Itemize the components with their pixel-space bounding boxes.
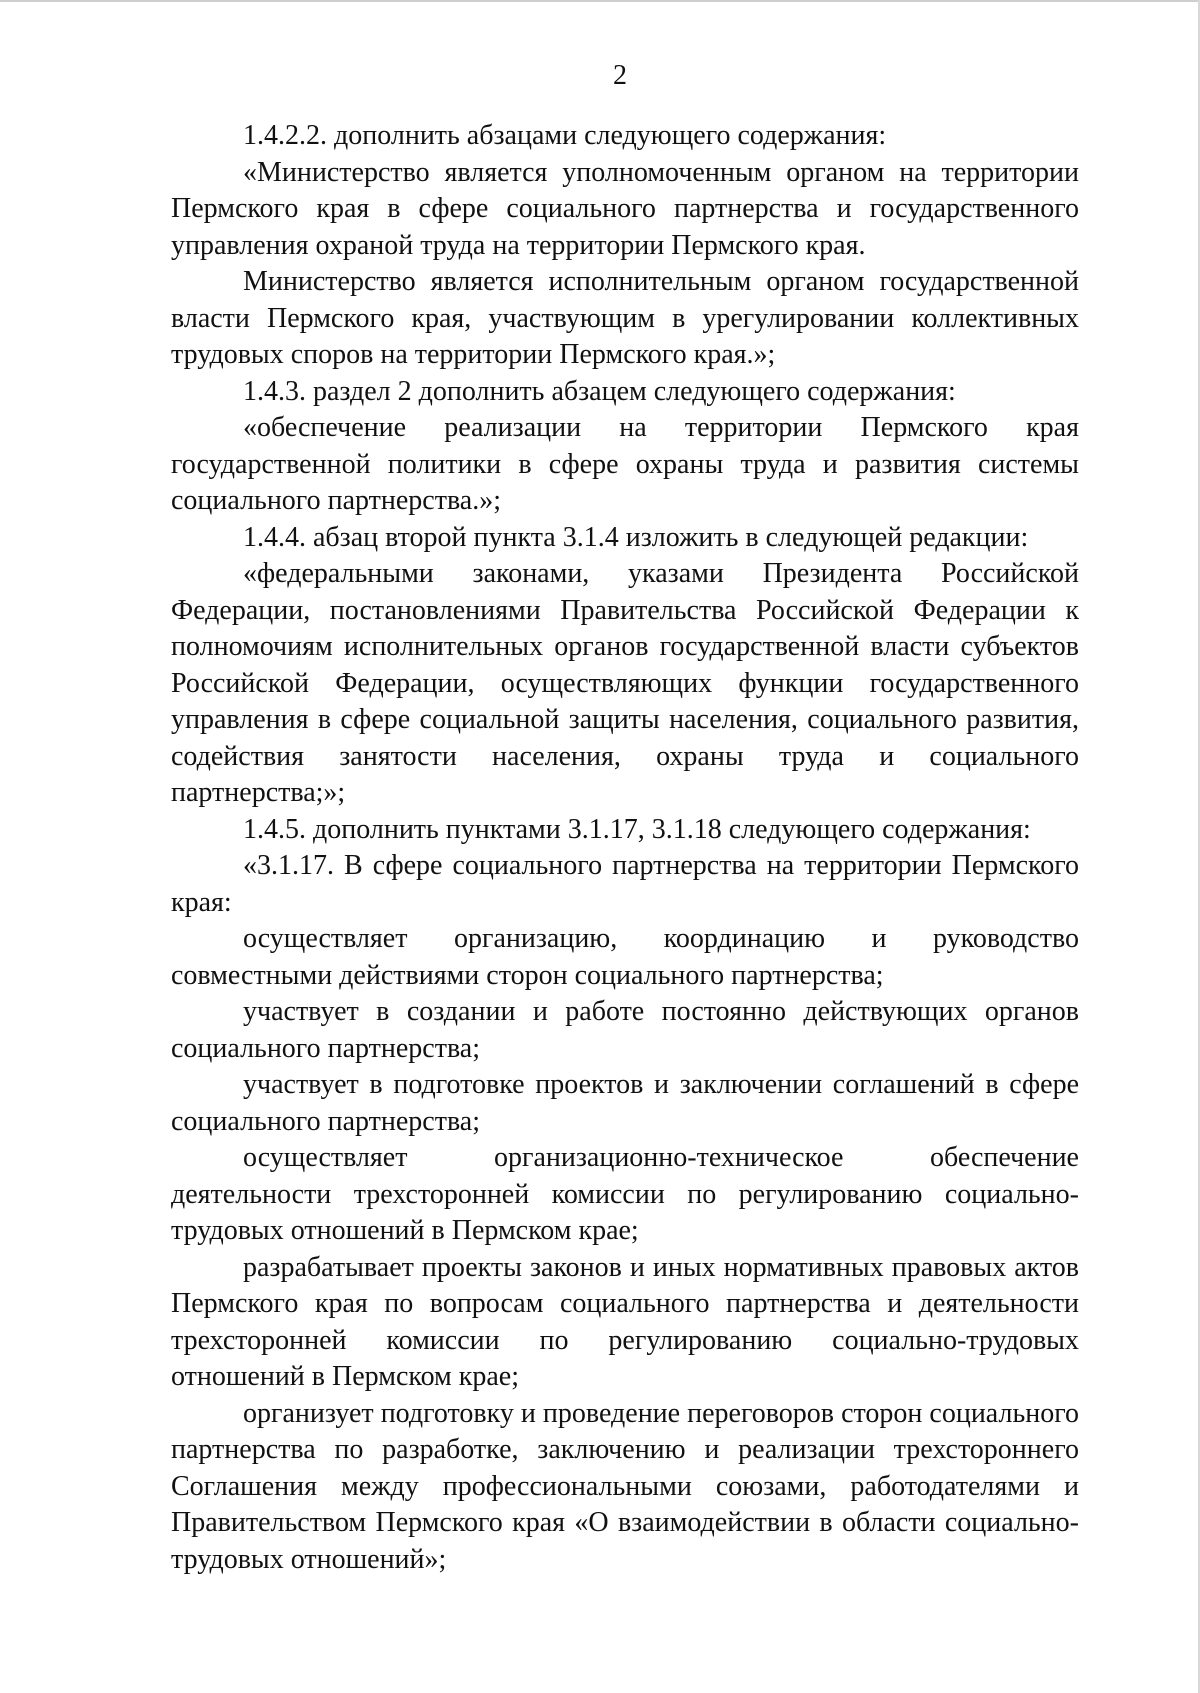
paragraph-participates-agreements: участвует в подготовке проектов и заключении соглашений в сфере социального партнерства; (171, 1069, 1079, 1137)
paragraph-ministry-executive-body: Министерство является исполнительным органом государственной власти Пермского края, участвующим в урегулировании коллективных трудовых споров на территории Пермского края.»; (171, 266, 1079, 370)
paragraph-technical-support: осуществляет организационно-техническое обеспечение деятельности трехсторонней комиссии по регулированию социально-трудовых отношений в Пермском крае; (171, 1142, 1079, 1246)
paragraph-1-4-2-2: 1.4.2.2. дополнить абзацами следующего содержания: (243, 120, 887, 151)
paragraph-participates-bodies: участвует в создании и работе постоянно действующих органов социального партнерства; (171, 996, 1079, 1064)
paragraph-organizes-coordination: осуществляет организацию, координацию и руководство совместными действиями сторон социального партнерства; (171, 923, 1079, 991)
paragraph-ensuring-policy: «обеспечение реализации на территории Пермского края государственной политики в сфере охраны труда и развития системы социального партнерства.»; (171, 412, 1079, 516)
paragraph-1-4-3: 1.4.3. раздел 2 дополнить абзацем следующего содержания: (243, 375, 956, 407)
paragraph-organizes-negotiations: организует подготовку и проведение переговоров сторон социального партнерства по разработке, заключению и реализации трехстороннего Соглашения между профессиональными союзами, работодателями и Правительством Пермского края «О взаимодействии в области социально-трудовых отношений»; (171, 1397, 1079, 1575)
paragraph-1-4-5: 1.4.5. дополнить пунктами 3.1.17, 3.1.18 следующего содержания: (243, 813, 1031, 845)
paragraph-1-4-4: 1.4.4. абзац второй пункта 3.1.4 изложить в следующей редакции: (243, 521, 1029, 553)
scan-edge-top (0, 0, 1200, 2)
paragraph-drafts-laws: разрабатывает проекты законов и иных нормативных правовых актов Пермского края по вопросам социального партнерства и деятельности трехсторонней комиссии по регулированию социально-трудовых отношений в Пермском крае; (171, 1251, 1079, 1392)
paragraph-federal-laws: «федеральными законами, указами Президента Российской Федерации, постановлениями Правительства Российской Федерации к полномочиям исполнительных органов государственной власти субъектов Российской Федерации, осуществляющих функции государственного управления в сфере социальной защиты населения, социального развития, содействия занятости населения, охраны труда и социального партнерства;»; (171, 558, 1079, 808)
paragraph-ministry-authorized-body: «Министерство является уполномоченным органом на территории Пермского края в сфере социального партнерства и государственного управления охраной труда на территории Пермского края. (171, 156, 1079, 261)
document-body (171, 118, 1079, 1578)
paragraph-3-1-17: «3.1.17. В сфере социального партнерства на территории Пермского края: (171, 850, 1079, 918)
page-number: 2 (613, 60, 627, 91)
